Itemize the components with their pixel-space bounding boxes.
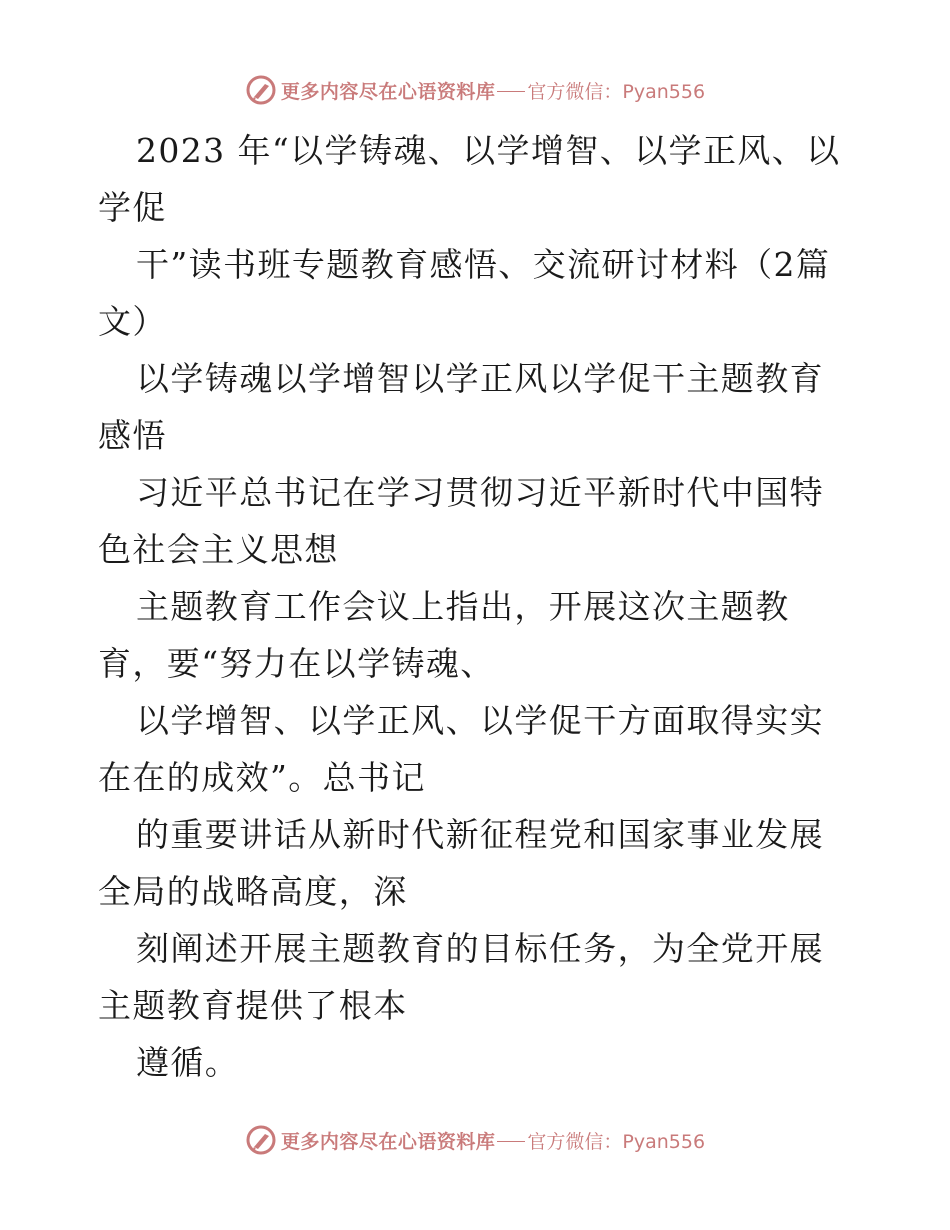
watermark-brand-text: 更多内容尽在心语资料库 (280, 80, 496, 103)
footer-watermark-banner (0, 1120, 950, 1160)
pen-logo-icon (245, 74, 277, 106)
watermark-contact-text: 官方微信：Pyan556 (527, 80, 706, 103)
body-paragraph: 遵循。 (136, 1043, 240, 1082)
watermark-brand-text: 更多内容尽在心语资料库 (280, 1130, 496, 1153)
document-body (98, 122, 858, 1091)
body-paragraph: 主题教育工作会议上指出，开展这次主题教育，要“努力在以学铸魂、 (98, 587, 790, 683)
watermark-separator (497, 91, 525, 92)
watermark-separator (497, 1141, 525, 1142)
pen-logo-icon (245, 1124, 277, 1156)
watermark-contact-text: 官方微信：Pyan556 (527, 1130, 706, 1153)
title-line-2: 干”读书班专题教育感悟、交流研讨材料（2篇文） (98, 245, 831, 341)
title-line-1: 2023 年“以学铸魂、以学增智、以学正风、以学促 (98, 131, 841, 227)
body-paragraph: 的重要讲话从新时代新征程党和国家事业发展全局的战略高度，深 (98, 815, 824, 911)
body-paragraph: 以学增智、以学正风、以学促干方面取得实实在在的成效”。总书记 (98, 701, 824, 797)
body-paragraph: 习近平总书记在学习贯彻习近平新时代中国特色社会主义思想 (98, 473, 824, 569)
header-watermark-banner (0, 70, 950, 110)
subtitle: 以学铸魂以学增智以学正风以学促干主题教育感悟 (98, 359, 824, 455)
body-paragraph: 刻阐述开展主题教育的目标任务，为全党开展主题教育提供了根本 (98, 929, 824, 1025)
